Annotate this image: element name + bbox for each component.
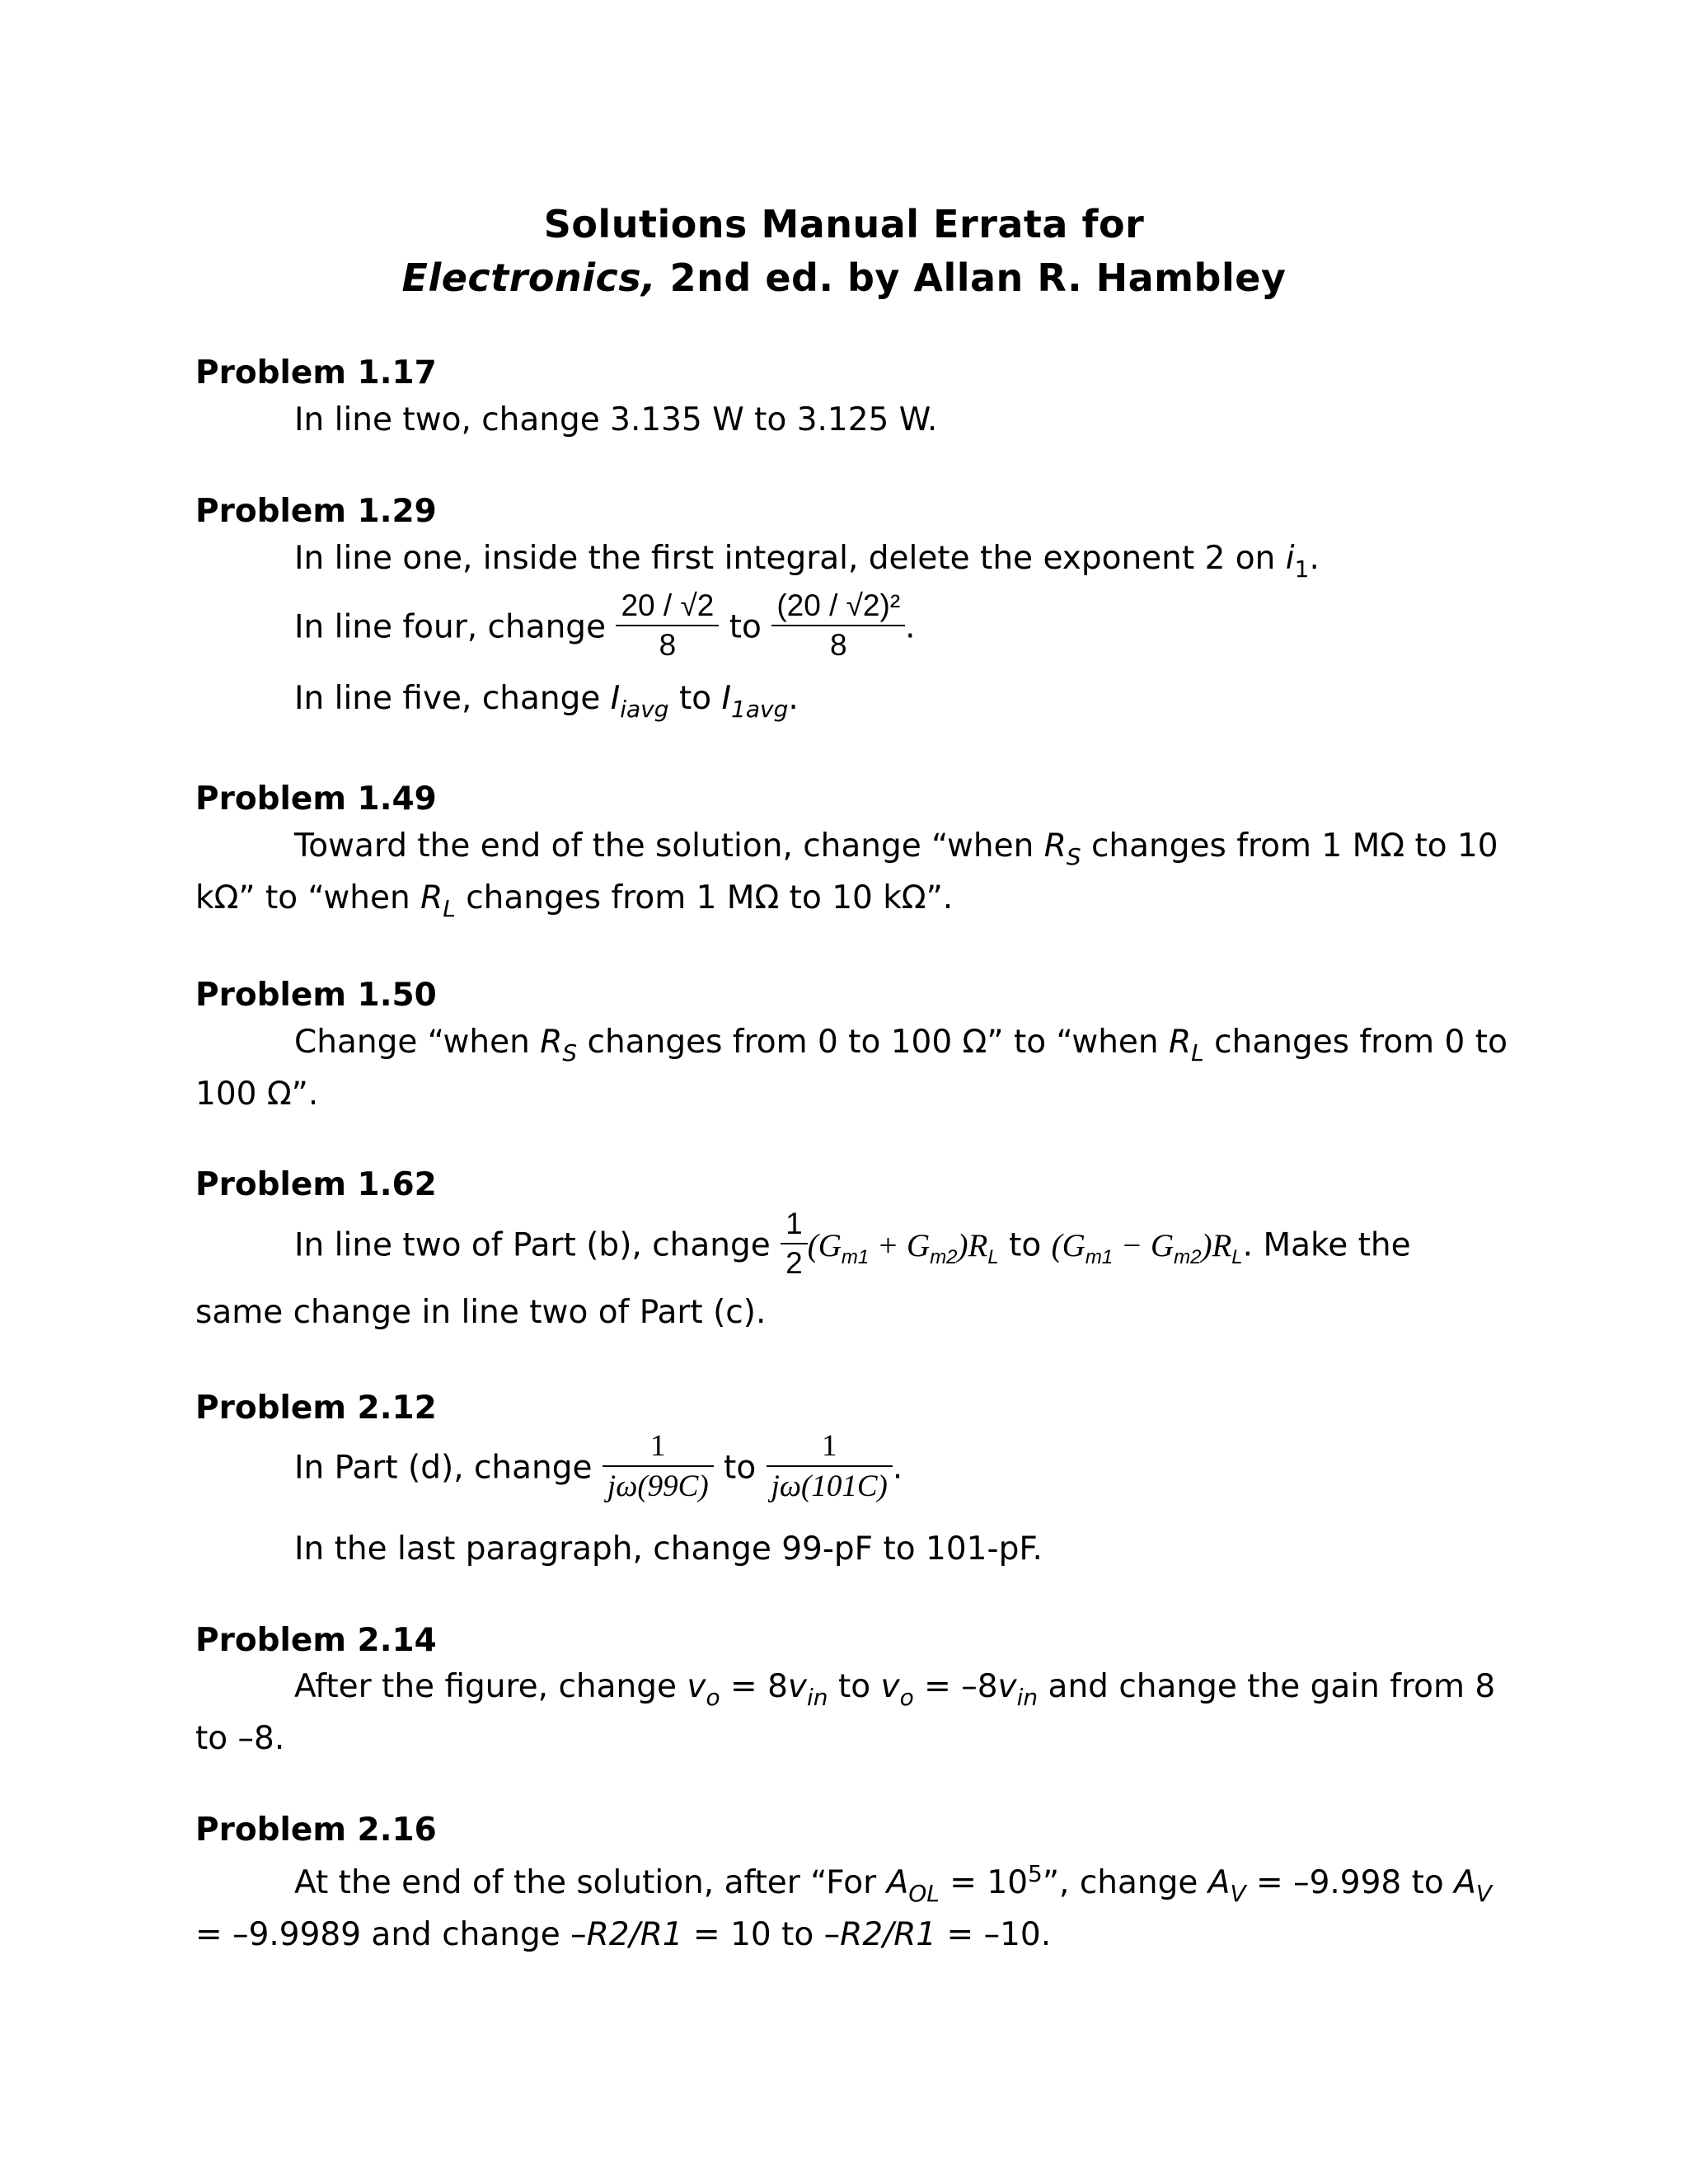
var-R-sub: S [562,1039,578,1066]
var-A-sub: V [1475,1880,1493,1907]
p216-line1-mid: ”, change [1042,1864,1208,1901]
ratio-r2-r1: R2/R1 [586,1916,683,1953]
expr-diff-subL: L [1231,1245,1243,1268]
var-v-sub: o [706,1684,720,1711]
heading-problem-1-49: Problem 1.49 [195,780,437,818]
p162-line1-text: In line two of Part (b), change [294,1226,781,1264]
p149-line2 [195,879,954,922]
var-R: R [1169,1024,1192,1061]
p214-line1-post: and change the gain from 8 [1038,1668,1496,1705]
p212-line1-text: In Part (d), change [294,1449,603,1487]
p129-line1-text: In line one, inside the first integral, delete the exponent 2 on [294,540,1286,577]
fraction-1-den: 8 [616,625,719,663]
heading-problem-2-14: Problem 2.14 [195,1622,437,1659]
var-A: A [886,1864,909,1901]
p129-to: to [719,608,772,646]
fraction-2 [771,588,905,663]
p216-line1 [294,1860,1493,1907]
p214-eq1: = 8 [720,1668,788,1705]
fraction-1-den: jω(99C) [603,1465,714,1504]
fraction-half [781,1207,808,1281]
p149-line2-post: changes from 1 MΩ to 10 kΩ”. [455,879,954,916]
var-vin-sub: in [1016,1684,1039,1711]
var-R: R [420,879,443,916]
fraction-1 [616,588,719,663]
ratio-r2-r1: R2/R1 [840,1916,937,1953]
p149-line1-post: changes from 1 MΩ to 10 [1081,827,1498,865]
expr-diff-g1: (G [1051,1227,1085,1263]
var-R-sub: S [1066,843,1081,870]
page-title-line1: Solutions Manual Errata for [543,202,1145,246]
expr-sum-sub2: m2 [930,1245,958,1268]
fraction-1-num: 20 / √2 [621,588,715,622]
fraction-2 [767,1428,893,1504]
expr-sum-g1: (G [807,1227,842,1263]
var-I-b-sub: 1avg [731,696,789,723]
var-I-a: I [610,680,621,717]
p216-line2-text: = –9.9989 and change – [195,1916,587,1953]
fraction-1 [603,1428,714,1504]
var-vin-sub: in [807,1684,828,1711]
p149-line1 [294,827,1498,870]
var-R-sub: L [1191,1039,1204,1066]
var-i: i [1285,540,1295,577]
p162-line2: same change in line two of Part (c). [195,1294,767,1331]
p129-line3 [294,680,799,723]
fraction-half-num: 1 [785,1207,803,1240]
p162-line1 [294,1207,1411,1284]
var-v: v [687,1668,706,1705]
p212-line1 [294,1429,903,1507]
expr-sum-sub1: m1 [841,1245,870,1268]
p150-line2: 100 Ω”. [195,1076,319,1113]
p129-line3-mid: to [668,680,722,717]
var-I-a-sub: iavg [620,696,669,723]
var-R: R [540,1024,563,1061]
p216-line2-post: = –10. [936,1916,1052,1953]
p214-eq2: = –8 [913,1668,998,1705]
p162-line1-post: . Make the [1242,1226,1411,1264]
p216-line2 [195,1916,1051,1953]
fraction-2-num: 1 [821,1429,837,1463]
p150-line1-mid: changes from 0 to 100 Ω” to “when [577,1024,1170,1061]
fraction-2-den: jω(101C) [767,1465,893,1504]
p129-line1 [294,540,1320,583]
p214-line1-text: After the figure, change [294,1668,687,1705]
var-A-sub: OL [908,1880,940,1907]
heading-problem-1-62: Problem 1.62 [195,1166,437,1203]
expr-diff-R: )R [1201,1227,1232,1263]
expr-diff [1051,1227,1243,1268]
p212-line1-end: . [892,1449,903,1487]
var-vin: v [997,1668,1017,1705]
p214-mid: to [828,1668,881,1705]
p216-eq: = 10 [939,1864,1029,1901]
var-vin: v [787,1668,808,1705]
expr-sum-plus: + G [869,1227,931,1263]
p129-line1-end: . [1309,540,1320,577]
fraction-half-den: 2 [781,1243,808,1281]
var-R-sub: L [443,895,456,922]
var-A: A [1454,1864,1476,1901]
expr-diff-minus: − G [1113,1227,1175,1263]
book-edition-author: 2nd ed. by Allan R. Hambley [656,255,1287,300]
page-title-line2 [0,255,1688,300]
p129-line3-end: . [788,680,799,717]
heading-problem-1-29: Problem 1.29 [195,493,437,530]
p214-line1 [294,1668,1496,1711]
p216-line2-mid: = 10 to – [682,1916,841,1953]
p212-line2: In the last paragraph, change 99-pF to 101-pF. [294,1530,1043,1568]
var-i-sub: 1 [1294,555,1310,583]
expr-diff-sub2: m2 [1174,1245,1202,1268]
var-R: R [1043,827,1067,865]
var-A: A [1207,1864,1231,1901]
expr-sum-R: )R [957,1227,988,1263]
exponent: 5 [1028,1860,1043,1887]
p150-line1-post: changes from 0 to [1203,1024,1507,1061]
p129-line2 [294,588,916,666]
book-title: Electronics, [401,255,657,300]
fraction-2-den: 8 [771,625,905,663]
var-v: v [880,1668,900,1705]
heading-problem-1-17: Problem 1.17 [195,354,437,391]
heading-problem-2-16: Problem 2.16 [195,1811,437,1849]
expr-sum [807,1227,999,1268]
heading-problem-2-12: Problem 2.12 [195,1390,437,1427]
p216-line1-val: = –9.998 to [1245,1864,1455,1901]
var-v-sub: o [899,1684,914,1711]
expr-diff-sub1: m1 [1085,1245,1114,1268]
p162-to: to [998,1226,1052,1264]
var-I-b: I [721,680,732,717]
p150-line1-text: Change “when [294,1024,541,1061]
p149-line2-text: kΩ” to “when [195,879,421,916]
expr-sum-subL: L [987,1245,999,1268]
p216-line1-text: At the end of the solution, after “For [294,1864,887,1901]
p149-line1-text: Toward the end of the solution, change “when [294,827,1044,865]
p117-line1: In line two, change 3.135 W to 3.125 W. [294,401,938,438]
p129-line2-text: In line four, change [294,608,617,646]
p129-line3-text: In line five, change [294,680,611,717]
p150-line1 [294,1024,1507,1066]
var-A-sub: V [1230,1880,1246,1907]
p212-to: to [713,1449,767,1487]
fraction-1-num: 1 [650,1429,666,1463]
heading-problem-1-50: Problem 1.50 [195,977,437,1014]
p214-line2: to –8. [195,1720,285,1757]
p129-line2-end: . [905,608,916,646]
fraction-2-num: (20 / √2)² [776,588,901,622]
